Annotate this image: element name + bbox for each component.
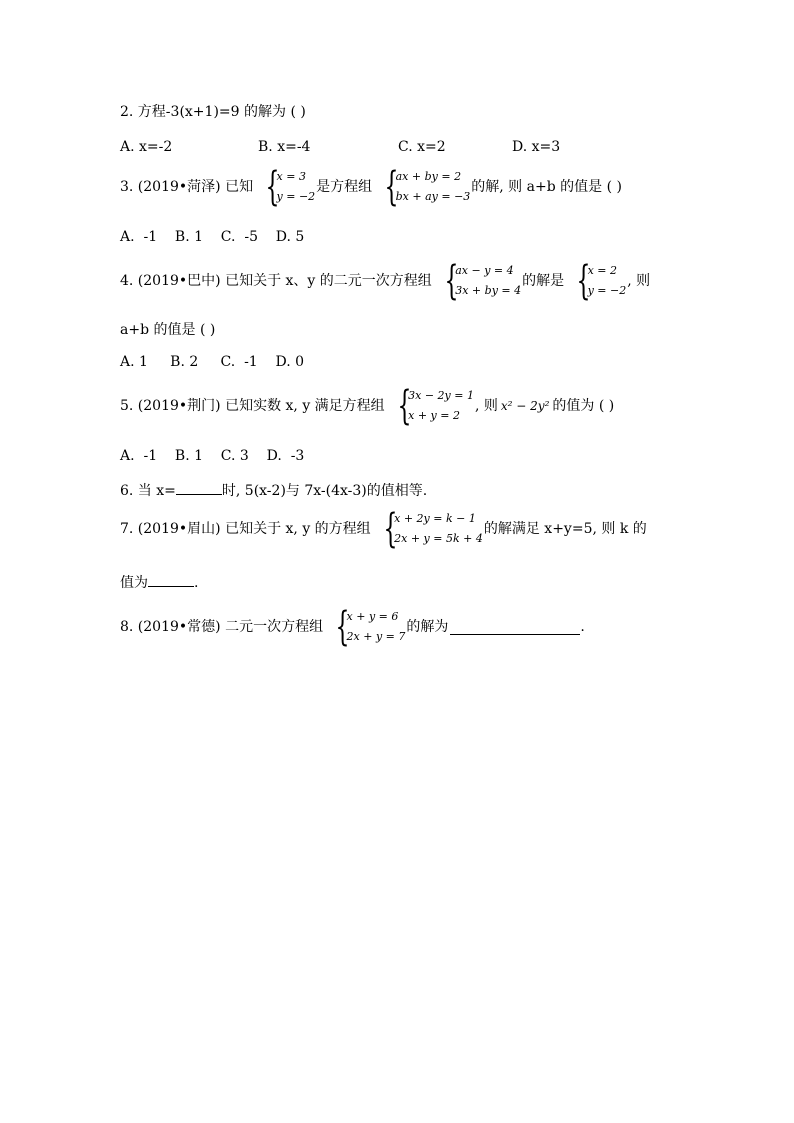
- question-7-line2-prefix: 值为: [120, 575, 148, 591]
- question-5-options: A. -1 B. 1 C. 3 D. -3: [120, 448, 305, 464]
- question-8-suffix: .: [580, 619, 585, 635]
- equation: 3x − 2y = 1: [408, 389, 474, 402]
- question-4-line2: a+b 的值是 ( ): [120, 322, 216, 338]
- question-8-stem: [120, 604, 585, 650]
- question-4-options: A. 1 B. 2 C. -1 D. 0: [120, 354, 305, 370]
- question-4-system: [433, 258, 522, 304]
- question-8-prefix: 8. (2019•常德) 二元一次方程组: [120, 619, 324, 635]
- left-brace: {: [444, 258, 459, 304]
- question-3-given-solution: [254, 164, 316, 210]
- equation: y = −2: [276, 190, 316, 203]
- left-brace: {: [397, 383, 412, 429]
- question-3-prefix: 3. (2019•菏泽) 已知: [120, 179, 254, 195]
- equation: ax + by = 2: [395, 170, 462, 183]
- question-7-suffix: 的解满足 x+y=5, 则 k 的: [483, 521, 647, 537]
- left-brace: {: [335, 604, 350, 650]
- question-5-stem: [120, 383, 615, 429]
- question-6-stem: [120, 480, 427, 498]
- equation: y = −2: [587, 284, 627, 297]
- equation: 2x + y = 7: [346, 630, 406, 643]
- left-brace: {: [384, 164, 399, 210]
- equation: x + y = 6: [346, 610, 399, 623]
- equation: 2x + y = 5k + 4: [394, 532, 483, 545]
- question-7-prefix: 7. (2019•眉山) 已知关于 x, y 的方程组: [120, 521, 371, 537]
- equation: x = 2: [587, 264, 617, 277]
- equation: 3x + by = 4: [455, 284, 522, 297]
- question-2-option-a: A. x=-2: [120, 139, 173, 155]
- left-brace: {: [265, 164, 280, 210]
- question-5-mid: , 则: [474, 398, 498, 414]
- question-2-option-b: B. x=-4: [258, 139, 311, 155]
- question-3-mid: 是方程组: [316, 179, 373, 195]
- question-7-line2-suffix: .: [194, 575, 199, 591]
- question-4-suffix: , 则: [627, 273, 651, 289]
- question-6-prefix: 6. 当 x=: [120, 483, 176, 499]
- question-3-system: [373, 164, 471, 210]
- question-5-prefix: 5. (2019•荆门) 已知实数 x, y 满足方程组: [120, 398, 385, 414]
- answer-blank[interactable]: [450, 620, 580, 635]
- question-4-stem: [120, 258, 651, 304]
- left-brace: {: [576, 258, 591, 304]
- question-6-suffix: 时, 5(x-2)与 7x-(4x-3)的值相等.: [221, 483, 428, 499]
- question-3-suffix: 的解, 则 a+b 的值是 ( ): [471, 179, 622, 195]
- question-2-option-d: D. x=3: [512, 139, 561, 155]
- question-3-stem: [120, 164, 622, 210]
- equation: x = 3: [276, 170, 306, 183]
- question-2-option-c: C. x=2: [398, 139, 446, 155]
- equation: bx + ay = −3: [395, 190, 471, 203]
- question-4-mid: 的解是: [522, 273, 565, 289]
- equation: x + y = 2: [408, 409, 460, 422]
- question-5-system: [386, 383, 474, 429]
- equation: ax − y = 4: [455, 264, 514, 277]
- left-brace: {: [383, 506, 398, 552]
- question-2-stem: 2. 方程-3(x+1)=9 的解为 ( ): [120, 104, 306, 120]
- question-5-expression: x² − 2y²: [500, 399, 550, 413]
- question-5-suffix: 的值为 ( ): [552, 398, 615, 414]
- question-7-stem: [120, 506, 647, 552]
- question-4-prefix: 4. (2019•巴中) 已知关于 x、y 的二元一次方程组: [120, 273, 432, 289]
- answer-blank[interactable]: [176, 480, 222, 495]
- equation: x + 2y = k − 1: [394, 512, 476, 525]
- answer-blank[interactable]: [148, 572, 194, 587]
- question-8-system: [324, 604, 406, 650]
- question-3-options: A. -1 B. 1 C. -5 D. 5: [120, 229, 305, 245]
- question-7-line2: [120, 572, 198, 590]
- question-8-mid: 的解为: [406, 619, 449, 635]
- question-7-system: [372, 506, 483, 552]
- question-4-solution: [565, 258, 627, 304]
